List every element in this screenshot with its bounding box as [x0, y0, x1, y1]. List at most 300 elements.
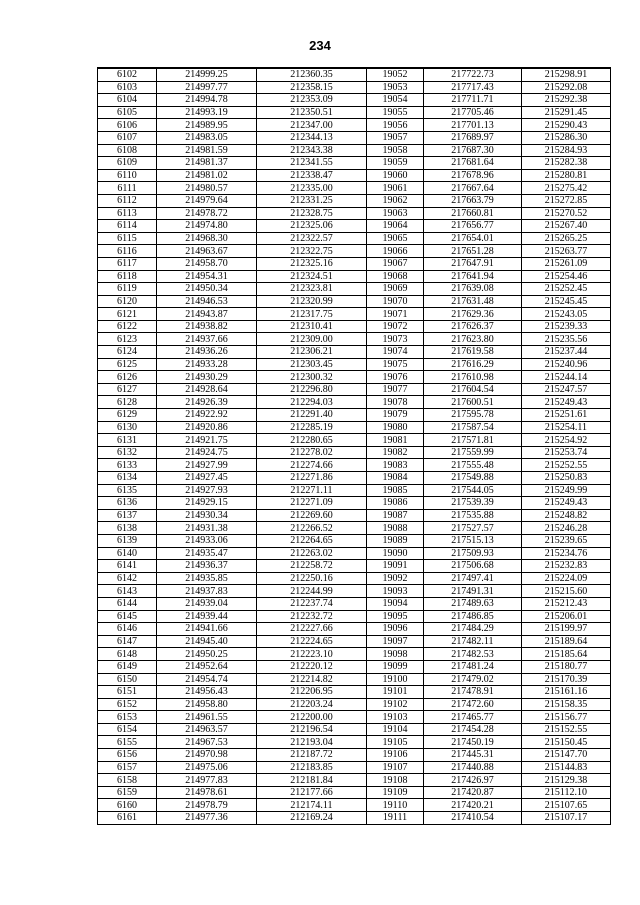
- table-cell: 215254.11: [522, 421, 611, 434]
- table-cell: 215185.64: [522, 648, 611, 661]
- table-cell: 6137: [98, 509, 157, 522]
- table-cell: 212278.02: [257, 446, 367, 459]
- table-cell: 217711.71: [424, 94, 522, 107]
- table-row: [98, 597, 611, 610]
- table-cell: 217610.98: [424, 371, 522, 384]
- table-cell: 214950.25: [157, 648, 257, 661]
- table-cell: 217701.13: [424, 119, 522, 132]
- table-cell: 19070: [367, 295, 424, 308]
- table-cell: 19063: [367, 207, 424, 220]
- table-cell: 6108: [98, 144, 157, 157]
- table-cell: 6115: [98, 232, 157, 245]
- table-cell: 212227.66: [257, 623, 367, 636]
- table-cell: 217420.21: [424, 799, 522, 812]
- table-cell: 217450.19: [424, 736, 522, 749]
- table-cell: 215251.61: [522, 409, 611, 422]
- table-cell: 215267.40: [522, 220, 611, 233]
- table-cell: 214929.15: [157, 497, 257, 510]
- table-row: [98, 509, 611, 522]
- table-cell: 19096: [367, 623, 424, 636]
- table-cell: 19091: [367, 560, 424, 573]
- table-cell: 215249.99: [522, 484, 611, 497]
- table-cell: 6136: [98, 497, 157, 510]
- table-cell: 214993.19: [157, 106, 257, 119]
- table-row: [98, 547, 611, 560]
- table-cell: 212350.51: [257, 106, 367, 119]
- table-cell: 212274.66: [257, 459, 367, 472]
- table-cell: 217663.79: [424, 194, 522, 207]
- table-cell: 217497.41: [424, 572, 522, 585]
- table-cell: 217623.80: [424, 333, 522, 346]
- table-cell: 215239.65: [522, 534, 611, 547]
- table-cell: 214963.67: [157, 245, 257, 258]
- table-cell: 217678.96: [424, 169, 522, 182]
- table-row: [98, 295, 611, 308]
- table-cell: 214978.61: [157, 786, 257, 799]
- table-cell: 215170.39: [522, 673, 611, 686]
- table-row: [98, 799, 611, 812]
- table-row: [98, 257, 611, 270]
- table-cell: 217465.77: [424, 711, 522, 724]
- table-cell: 217482.53: [424, 648, 522, 661]
- table-cell: 212264.65: [257, 534, 367, 547]
- table-cell: 19061: [367, 182, 424, 195]
- table-cell: 212206.95: [257, 686, 367, 699]
- table-row: [98, 346, 611, 359]
- table-row: [98, 484, 611, 497]
- table-cell: 19095: [367, 610, 424, 623]
- table-row: [98, 711, 611, 724]
- table-row: [98, 623, 611, 636]
- table-cell: 19078: [367, 396, 424, 409]
- table-cell: 217482.11: [424, 635, 522, 648]
- table-cell: 214933.28: [157, 358, 257, 371]
- table-cell: 19069: [367, 283, 424, 296]
- table-cell: 217629.36: [424, 308, 522, 321]
- table-row: [98, 610, 611, 623]
- table-cell: 19100: [367, 673, 424, 686]
- table-cell: 214936.37: [157, 560, 257, 573]
- table-cell: 19079: [367, 409, 424, 422]
- table-cell: 19081: [367, 434, 424, 447]
- table-cell: 6146: [98, 623, 157, 636]
- table-cell: 19059: [367, 157, 424, 170]
- table-cell: 212271.11: [257, 484, 367, 497]
- table-cell: 215265.25: [522, 232, 611, 245]
- table-row: [98, 673, 611, 686]
- table-cell: 6112: [98, 194, 157, 207]
- table-cell: 19105: [367, 736, 424, 749]
- table-cell: 217426.97: [424, 774, 522, 787]
- page-number: 234: [309, 38, 331, 53]
- table-cell: 212244.99: [257, 585, 367, 598]
- table-cell: 217631.48: [424, 295, 522, 308]
- table-cell: 215291.45: [522, 106, 611, 119]
- table-row: [98, 472, 611, 485]
- table-cell: 212353.09: [257, 94, 367, 107]
- table-cell: 215243.05: [522, 308, 611, 321]
- table-cell: 215292.38: [522, 94, 611, 107]
- table-cell: 217722.73: [424, 68, 522, 81]
- table-cell: 212181.84: [257, 774, 367, 787]
- table-cell: 6125: [98, 358, 157, 371]
- table-cell: 217454.28: [424, 723, 522, 736]
- table-cell: 19107: [367, 761, 424, 774]
- table-cell: 217491.31: [424, 585, 522, 598]
- table-cell: 212193.04: [257, 736, 367, 749]
- table-cell: 214983.05: [157, 131, 257, 144]
- table-cell: 217654.01: [424, 232, 522, 245]
- table-row: [98, 194, 611, 207]
- table-row: [98, 169, 611, 182]
- table-cell: 6103: [98, 81, 157, 94]
- table-cell: 214956.43: [157, 686, 257, 699]
- table-cell: 212269.60: [257, 509, 367, 522]
- table-cell: 6152: [98, 698, 157, 711]
- table-cell: 217619.58: [424, 346, 522, 359]
- table-cell: 19088: [367, 522, 424, 535]
- table-cell: 217639.08: [424, 283, 522, 296]
- table-cell: 217717.43: [424, 81, 522, 94]
- table-cell: 215290.43: [522, 119, 611, 132]
- table-cell: 6145: [98, 610, 157, 623]
- table-cell: 212203.24: [257, 698, 367, 711]
- table-cell: 217651.28: [424, 245, 522, 258]
- table-cell: 19092: [367, 572, 424, 585]
- table-cell: 19082: [367, 446, 424, 459]
- table-row: [98, 686, 611, 699]
- table-cell: 6151: [98, 686, 157, 699]
- table-cell: 6157: [98, 761, 157, 774]
- table-cell: 217660.81: [424, 207, 522, 220]
- table-cell: 212325.06: [257, 220, 367, 233]
- table-cell: 6160: [98, 799, 157, 812]
- table-cell: 6144: [98, 597, 157, 610]
- table-cell: 214922.92: [157, 409, 257, 422]
- table-cell: 214954.31: [157, 270, 257, 283]
- table-cell: 217420.87: [424, 786, 522, 799]
- table-cell: 19080: [367, 421, 424, 434]
- table-row: [98, 358, 611, 371]
- table-cell: 212232.72: [257, 610, 367, 623]
- table-cell: 214937.66: [157, 333, 257, 346]
- table-cell: 215199.97: [522, 623, 611, 636]
- table-cell: 215152.55: [522, 723, 611, 736]
- table-cell: 19084: [367, 472, 424, 485]
- table-cell: 215161.16: [522, 686, 611, 699]
- table-cell: 19098: [367, 648, 424, 661]
- table-cell: 19071: [367, 308, 424, 321]
- table-cell: 212324.51: [257, 270, 367, 283]
- table-cell: 217539.39: [424, 497, 522, 510]
- table-cell: 212280.65: [257, 434, 367, 447]
- table-cell: 214954.74: [157, 673, 257, 686]
- table-cell: 6120: [98, 295, 157, 308]
- table-cell: 212358.15: [257, 81, 367, 94]
- table-cell: 19073: [367, 333, 424, 346]
- table-cell: 215239.33: [522, 320, 611, 333]
- table-cell: 19072: [367, 320, 424, 333]
- table-row: [98, 270, 611, 283]
- table-cell: 214958.80: [157, 698, 257, 711]
- table-cell: 217509.93: [424, 547, 522, 560]
- table-cell: 6118: [98, 270, 157, 283]
- table-cell: 19067: [367, 257, 424, 270]
- table-cell: 214979.64: [157, 194, 257, 207]
- table-cell: 19093: [367, 585, 424, 598]
- table-cell: 212320.99: [257, 295, 367, 308]
- table-cell: 212335.00: [257, 182, 367, 195]
- table-row: [98, 723, 611, 736]
- table-cell: 212220.12: [257, 660, 367, 673]
- table-cell: 6111: [98, 182, 157, 195]
- table-cell: 217478.91: [424, 686, 522, 699]
- table-row: [98, 421, 611, 434]
- coordinates-table: [97, 67, 611, 825]
- table-row: [98, 131, 611, 144]
- table-cell: 215234.76: [522, 547, 611, 560]
- table-cell: 215180.77: [522, 660, 611, 673]
- table-cell: 215252.55: [522, 459, 611, 472]
- table-cell: 217647.91: [424, 257, 522, 270]
- table-cell: 212347.00: [257, 119, 367, 132]
- table-cell: 214920.86: [157, 421, 257, 434]
- table-cell: 215156.77: [522, 711, 611, 724]
- table-cell: 19104: [367, 723, 424, 736]
- table-row: [98, 94, 611, 107]
- table-cell: 217595.78: [424, 409, 522, 422]
- table-cell: 6148: [98, 648, 157, 661]
- table-cell: 212266.52: [257, 522, 367, 535]
- table-cell: 212338.47: [257, 169, 367, 182]
- table-cell: 212325.16: [257, 257, 367, 270]
- table-cell: 217527.57: [424, 522, 522, 535]
- table-cell: 212341.55: [257, 157, 367, 170]
- table-row: [98, 144, 611, 157]
- table-cell: 217656.77: [424, 220, 522, 233]
- table-row: [98, 207, 611, 220]
- table-cell: 214926.39: [157, 396, 257, 409]
- table-cell: 217410.54: [424, 812, 522, 825]
- table-cell: 214937.83: [157, 585, 257, 598]
- table-cell: 19094: [367, 597, 424, 610]
- table-cell: 6134: [98, 472, 157, 485]
- table-cell: 6114: [98, 220, 157, 233]
- table-row: [98, 320, 611, 333]
- table-cell: 6138: [98, 522, 157, 535]
- table-cell: 212343.38: [257, 144, 367, 157]
- table-cell: 212331.25: [257, 194, 367, 207]
- table-cell: 6156: [98, 749, 157, 762]
- table-cell: 6149: [98, 660, 157, 673]
- table-cell: 6127: [98, 383, 157, 396]
- table-cell: 6139: [98, 534, 157, 547]
- table-cell: 212285.19: [257, 421, 367, 434]
- table-cell: 214970.98: [157, 749, 257, 762]
- table-cell: 215235.56: [522, 333, 611, 346]
- table-cell: 19086: [367, 497, 424, 510]
- table-cell: 214963.57: [157, 723, 257, 736]
- table-row: [98, 409, 611, 422]
- table-cell: 214981.59: [157, 144, 257, 157]
- table-cell: 6131: [98, 434, 157, 447]
- table-row: [98, 560, 611, 573]
- table-cell: 6110: [98, 169, 157, 182]
- table-cell: 6107: [98, 131, 157, 144]
- table-cell: 215112.10: [522, 786, 611, 799]
- table-cell: 19083: [367, 459, 424, 472]
- table-cell: 19058: [367, 144, 424, 157]
- table-cell: 19090: [367, 547, 424, 560]
- table-cell: 214999.25: [157, 68, 257, 81]
- table-cell: 19089: [367, 534, 424, 547]
- table-cell: 19056: [367, 119, 424, 132]
- table-cell: 212322.75: [257, 245, 367, 258]
- table-cell: 6106: [98, 119, 157, 132]
- table-row: [98, 81, 611, 94]
- coordinates-table-body: [98, 68, 611, 824]
- table-cell: 214938.82: [157, 320, 257, 333]
- table-row: [98, 106, 611, 119]
- table-cell: 6153: [98, 711, 157, 724]
- table-cell: 19108: [367, 774, 424, 787]
- table-cell: 214994.78: [157, 94, 257, 107]
- table-cell: 214946.53: [157, 295, 257, 308]
- table-cell: 212177.66: [257, 786, 367, 799]
- table-cell: 19102: [367, 698, 424, 711]
- table-row: [98, 635, 611, 648]
- table-cell: 214936.26: [157, 346, 257, 359]
- table-cell: 212328.75: [257, 207, 367, 220]
- table-cell: 214978.72: [157, 207, 257, 220]
- table-cell: 6161: [98, 812, 157, 825]
- table-cell: 212317.75: [257, 308, 367, 321]
- table-cell: 215158.35: [522, 698, 611, 711]
- table-row: [98, 786, 611, 799]
- table-cell: 215275.42: [522, 182, 611, 195]
- table-cell: 217489.63: [424, 597, 522, 610]
- table-cell: 214927.93: [157, 484, 257, 497]
- table-row: [98, 308, 611, 321]
- table-cell: 217549.88: [424, 472, 522, 485]
- table-cell: 214943.87: [157, 308, 257, 321]
- table-cell: 215147.70: [522, 749, 611, 762]
- table-cell: 212214.82: [257, 673, 367, 686]
- table-cell: 215215.60: [522, 585, 611, 598]
- table-cell: 6122: [98, 320, 157, 333]
- table-cell: 19066: [367, 245, 424, 258]
- table-row: [98, 371, 611, 384]
- table-cell: 214941.66: [157, 623, 257, 636]
- table-cell: 19106: [367, 749, 424, 762]
- table-cell: 6102: [98, 68, 157, 81]
- table-cell: 214997.77: [157, 81, 257, 94]
- table-cell: 217641.94: [424, 270, 522, 283]
- table-cell: 6132: [98, 446, 157, 459]
- table-row: [98, 182, 611, 195]
- table-cell: 212300.32: [257, 371, 367, 384]
- table-cell: 6109: [98, 157, 157, 170]
- table-cell: 215263.77: [522, 245, 611, 258]
- table-cell: 215224.09: [522, 572, 611, 585]
- table-cell: 212196.54: [257, 723, 367, 736]
- table-cell: 212344.13: [257, 131, 367, 144]
- table-cell: 217472.60: [424, 698, 522, 711]
- table-cell: 212224.65: [257, 635, 367, 648]
- table-row: [98, 736, 611, 749]
- table-cell: 214952.64: [157, 660, 257, 673]
- table-row: [98, 157, 611, 170]
- table-cell: 217587.54: [424, 421, 522, 434]
- table-cell: 217604.54: [424, 383, 522, 396]
- table-cell: 214931.38: [157, 522, 257, 535]
- table-cell: 19062: [367, 194, 424, 207]
- table-cell: 215286.30: [522, 131, 611, 144]
- table-cell: 214989.95: [157, 119, 257, 132]
- table-cell: 215270.52: [522, 207, 611, 220]
- table-cell: 212183.85: [257, 761, 367, 774]
- table-cell: 214974.80: [157, 220, 257, 233]
- table-cell: 217440.88: [424, 761, 522, 774]
- table-cell: 217486.85: [424, 610, 522, 623]
- table-cell: 6129: [98, 409, 157, 422]
- table-row: [98, 396, 611, 409]
- table-cell: 6133: [98, 459, 157, 472]
- table-cell: 212322.57: [257, 232, 367, 245]
- table-cell: 214981.02: [157, 169, 257, 182]
- table-cell: 217479.02: [424, 673, 522, 686]
- table-cell: 212271.86: [257, 472, 367, 485]
- table-cell: 217506.68: [424, 560, 522, 573]
- table-cell: 214961.55: [157, 711, 257, 724]
- table-cell: 19097: [367, 635, 424, 648]
- table-cell: 215245.45: [522, 295, 611, 308]
- table-cell: 6105: [98, 106, 157, 119]
- table-cell: 19077: [367, 383, 424, 396]
- table-cell: 212258.72: [257, 560, 367, 573]
- table-row: [98, 749, 611, 762]
- table-cell: 215261.09: [522, 257, 611, 270]
- table-cell: 6116: [98, 245, 157, 258]
- table-row: [98, 446, 611, 459]
- table-cell: 19064: [367, 220, 424, 233]
- table-cell: 214939.04: [157, 597, 257, 610]
- table-cell: 6126: [98, 371, 157, 384]
- table-cell: 215237.44: [522, 346, 611, 359]
- table-cell: 214978.79: [157, 799, 257, 812]
- table-cell: 6104: [98, 94, 157, 107]
- table-row: [98, 333, 611, 346]
- table-cell: 6135: [98, 484, 157, 497]
- table-cell: 19109: [367, 786, 424, 799]
- table-cell: 212291.40: [257, 409, 367, 422]
- table-row: [98, 232, 611, 245]
- table-cell: 215254.46: [522, 270, 611, 283]
- table-row: [98, 648, 611, 661]
- table-cell: 19053: [367, 81, 424, 94]
- table-cell: 19110: [367, 799, 424, 812]
- table-cell: 19068: [367, 270, 424, 283]
- table-cell: 217616.29: [424, 358, 522, 371]
- table-cell: 6143: [98, 585, 157, 598]
- table-cell: 215246.28: [522, 522, 611, 535]
- table-cell: 215249.43: [522, 497, 611, 510]
- table-cell: 212237.74: [257, 597, 367, 610]
- table-cell: 217559.99: [424, 446, 522, 459]
- table-row: [98, 497, 611, 510]
- table-cell: 212309.00: [257, 333, 367, 346]
- table-cell: 217481.24: [424, 660, 522, 673]
